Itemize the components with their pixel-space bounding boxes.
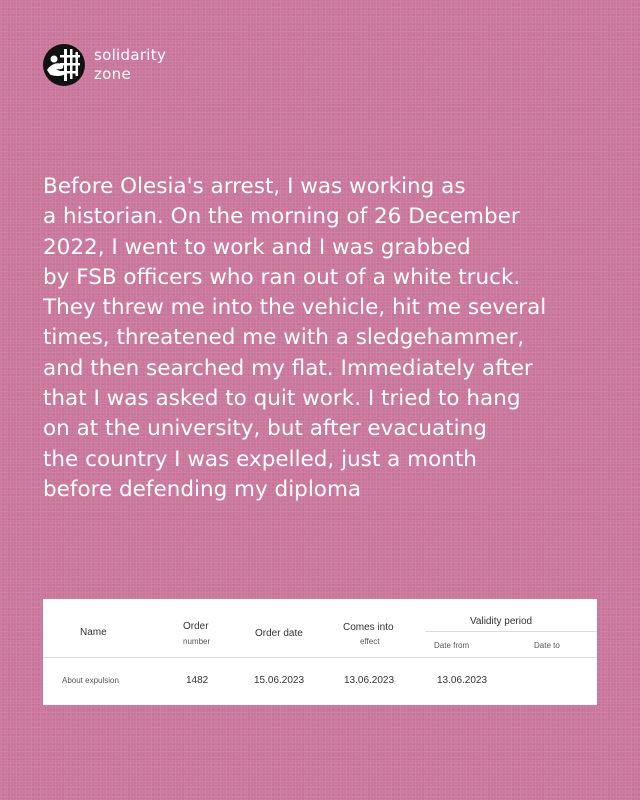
cell-comes-into-effect: 13.06.2023 bbox=[344, 675, 395, 686]
testimony-text: Before Olesia's arrest, I was working as a historian. On the morning of 26 December 2022, I went to work and I was grabbed by FSB officers who ran out of a white truck. They threw me into the vehicle, hit me several times, threatened me with a sledgehammer, and then searched my flat. Immediately after that I was asked to quit work. I tried to hang on at the university, but after evacuating the country I was expelled, just a month before defending my diploma bbox=[43, 174, 547, 502]
cell-name: About expulsion bbox=[62, 676, 119, 685]
header-date-to: Date to bbox=[534, 641, 560, 650]
header-date-from: Date from bbox=[434, 641, 470, 650]
expulsion-order-table bbox=[43, 599, 597, 705]
header-comes-into-effect-line1: Comes into bbox=[343, 622, 394, 633]
brand-name bbox=[94, 46, 166, 84]
header-validity-period: Validity period bbox=[470, 616, 533, 627]
brand-logo bbox=[42, 43, 166, 87]
cell-date-from: 13.06.2023 bbox=[437, 675, 488, 686]
cell-order-date: 15.06.2023 bbox=[254, 675, 305, 686]
header-comes-into-effect-line2: effect bbox=[360, 637, 380, 646]
header-divider bbox=[43, 657, 597, 658]
header-name: Name bbox=[80, 627, 107, 638]
header-order-number-line2: number bbox=[183, 637, 211, 646]
validity-period-divider bbox=[425, 631, 597, 632]
solidarity-zone-logo-icon bbox=[42, 43, 86, 87]
header-order-number-line1: Order bbox=[183, 621, 209, 632]
brand-name-line2: zone bbox=[94, 65, 131, 83]
cell-order-number: 1482 bbox=[186, 675, 209, 686]
header-order-date: Order date bbox=[255, 628, 303, 639]
brand-name-line1: solidarity bbox=[94, 46, 167, 64]
